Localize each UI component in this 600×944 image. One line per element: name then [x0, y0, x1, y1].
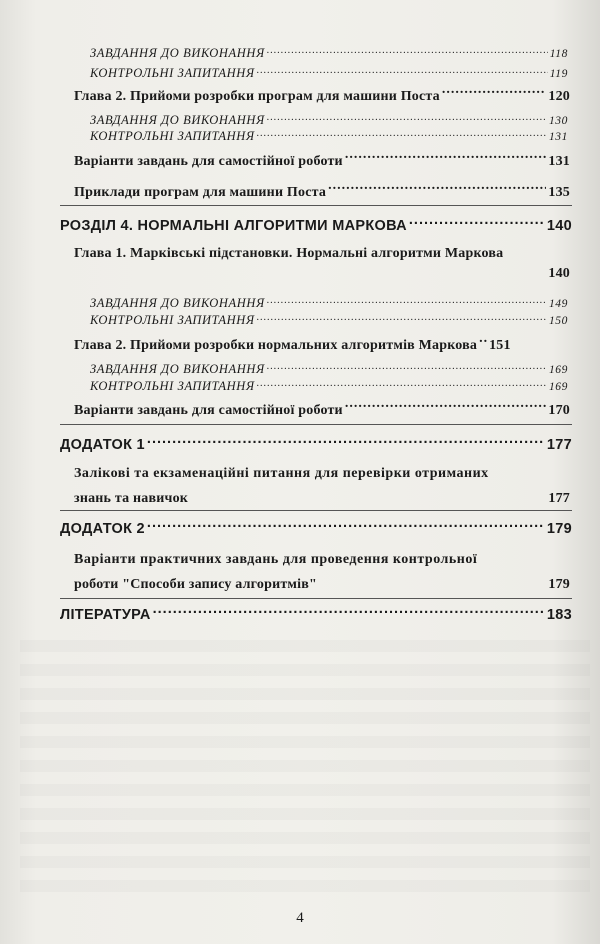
- dot-leader: [409, 215, 545, 230]
- dot-leader: [153, 604, 545, 619]
- toc-entry: [90, 294, 568, 311]
- dot-leader: [345, 400, 547, 414]
- toc-entry-title: ЗАВДАННЯ ДО ВИКОНАННЯ: [90, 45, 265, 60]
- dot-leader: [319, 574, 546, 588]
- toc-entry-title-continued: знань та навичок: [74, 491, 189, 506]
- toc-section: [60, 434, 572, 453]
- bleed-through-text: [20, 640, 590, 900]
- dot-leader: [190, 488, 546, 502]
- section-divider: [60, 598, 572, 599]
- dot-leader: [257, 127, 547, 140]
- toc-entry-page: 177: [548, 491, 570, 506]
- toc-entry: [90, 360, 568, 377]
- dot-leader: [267, 111, 547, 124]
- toc-entry-page: 130: [548, 114, 568, 127]
- toc-section-page: 140: [546, 217, 572, 234]
- toc-entry: [74, 466, 570, 507]
- toc-entry-title: КОНТРОЛЬНІ ЗАПИТАННЯ: [90, 128, 255, 143]
- dot-leader: [479, 335, 487, 349]
- toc-entry: [90, 64, 568, 81]
- toc-entry: [74, 335, 570, 354]
- toc-entry: [74, 400, 570, 419]
- dot-leader: [267, 44, 548, 57]
- dot-leader: [147, 434, 545, 449]
- section-divider: [60, 424, 572, 425]
- toc-section-page: 179: [546, 520, 572, 537]
- toc-entry-title: Варіанти завдань для самостійної роботи: [74, 403, 343, 418]
- dot-leader: [257, 311, 547, 324]
- toc-entry-page: 149: [548, 297, 568, 310]
- toc-section-page: 177: [546, 436, 572, 453]
- dot-leader: [442, 86, 547, 100]
- toc-entry-page: 120: [548, 89, 570, 104]
- toc-section-title: ДОДАТОК 2: [60, 520, 145, 537]
- toc-entry: [74, 151, 570, 170]
- dot-leader: [345, 151, 547, 165]
- toc-entry-title: КОНТРОЛЬНІ ЗАПИТАННЯ: [90, 65, 255, 80]
- toc-section-title: ДОДАТОК 1: [60, 436, 145, 453]
- toc-entry: [90, 377, 568, 394]
- toc-entry: [74, 86, 570, 105]
- toc-entry-page: 151: [489, 338, 511, 353]
- toc-section-title: ЛІТЕРАТУРА: [60, 606, 151, 623]
- dot-leader: [267, 360, 547, 373]
- toc-entry-title: Глава 2. Прийоми розробки програм для машини Поста: [74, 89, 440, 104]
- toc-entry-title: ЗАВДАННЯ ДО ВИКОНАННЯ: [90, 295, 265, 310]
- toc-entry-title: Варіанти практичних завдань для проведення контрольної: [74, 552, 478, 567]
- toc-entry-title-continued: роботи "Способи запису алгоритмів": [74, 577, 317, 592]
- section-divider: [60, 510, 572, 511]
- dot-leader: [257, 64, 548, 77]
- toc-section-title: РОЗДІЛ 4. НОРМАЛЬНІ АЛГОРИТМИ МАРКОВА: [60, 217, 407, 234]
- toc-entry: [74, 246, 570, 282]
- toc-entry-title: Приклади програм для машини Поста: [74, 185, 327, 200]
- toc-entry-title: КОНТРОЛЬНІ ЗАПИТАННЯ: [90, 312, 255, 327]
- dot-leader: [267, 294, 547, 307]
- toc-section: [60, 518, 572, 537]
- dot-leader: [257, 377, 547, 390]
- toc-entry: [90, 111, 568, 128]
- page-number: 4: [296, 910, 304, 926]
- toc-section: [60, 215, 572, 234]
- toc-entry-page: 150: [548, 314, 568, 327]
- toc-entry-page: 131: [548, 154, 570, 169]
- dot-leader: [147, 518, 545, 533]
- toc-entry: [90, 311, 568, 328]
- toc-entry-title: Глава 1. Марківські підстановки. Нормальні алгоритми Маркова: [74, 246, 504, 261]
- toc-entry-page: 169: [548, 380, 568, 393]
- toc-entry: [74, 552, 570, 593]
- toc-entry: [90, 44, 568, 61]
- toc-entry-title: Варіанти завдань для самостійної роботи: [74, 154, 343, 169]
- toc-entry-title: ЗАВДАННЯ ДО ВИКОНАННЯ: [90, 361, 265, 376]
- toc-entry: [74, 182, 570, 201]
- toc-entry-page: 140: [548, 266, 570, 281]
- toc-entry-page: 179: [548, 577, 570, 592]
- dot-leader: [328, 182, 546, 196]
- toc-section-page: 183: [546, 606, 572, 623]
- section-divider: [60, 205, 572, 206]
- toc-entry-page: 118: [549, 47, 568, 60]
- toc-entry-page: 119: [549, 67, 568, 80]
- toc-entry: [90, 127, 568, 144]
- toc-entry-page: 169: [548, 363, 568, 376]
- toc-entry-title: ЗАВДАННЯ ДО ВИКОНАННЯ: [90, 112, 265, 127]
- toc-entry-title: КОНТРОЛЬНІ ЗАПИТАННЯ: [90, 378, 255, 393]
- toc-entry-page: 135: [548, 185, 570, 200]
- toc-entry-page: 170: [548, 403, 570, 418]
- toc-entry-title: Глава 2. Прийоми розробки нормальних алгоритмів Маркова: [74, 338, 478, 353]
- toc-entry-title: Залікові та екзаменаційні питання для перевірки отриманих: [74, 466, 489, 481]
- toc-section: [60, 604, 572, 623]
- toc-entry-page: 131: [548, 130, 568, 143]
